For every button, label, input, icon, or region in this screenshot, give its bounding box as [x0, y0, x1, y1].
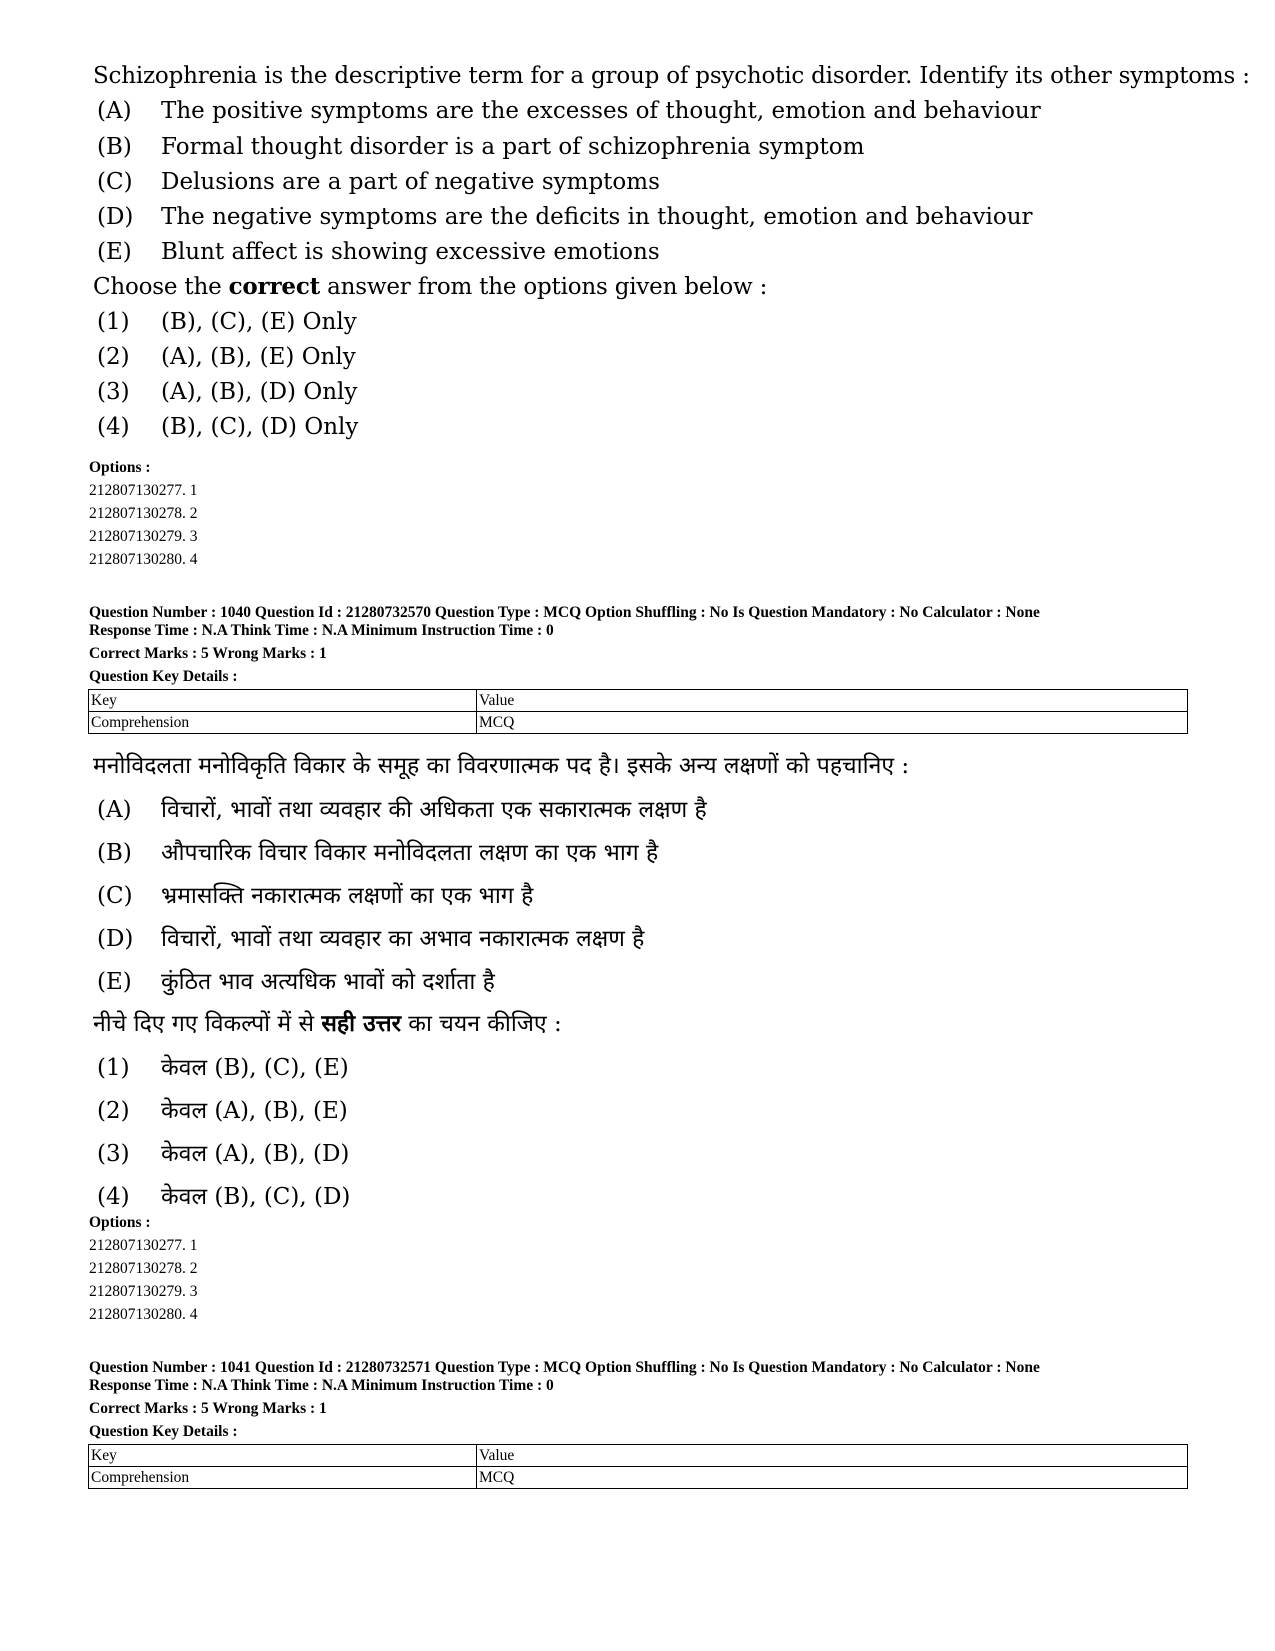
answer-text: केवल (A), (B), (E)	[161, 1098, 348, 1124]
statement-e	[97, 239, 660, 265]
statement-text: The negative symptoms are the deficits in thought, emotion and behaviour	[161, 204, 1033, 230]
options-heading: Options :	[89, 459, 151, 476]
option-id: 212807130279. 3	[89, 1283, 198, 1300]
option-id: 212807130277. 1	[89, 1237, 198, 1254]
answer-label: (4)	[97, 1184, 130, 1210]
statement-text: विचारों, भावों तथा व्यवहार की अधिकता एक सकारात्मक लक्षण है	[161, 797, 707, 823]
statement-text: औपचारिक विचार विकार मनोविदलता लक्षण का एक भाग है	[161, 840, 659, 866]
table-cell-value: MCQ	[477, 712, 1188, 734]
option-id: 212807130278. 2	[89, 1260, 198, 1277]
answer-text: (B), (C), (D) Only	[161, 414, 359, 440]
answer-label: (3)	[97, 1141, 130, 1167]
answer-text: (A), (B), (D) Only	[161, 379, 358, 405]
statement-e-hindi	[97, 964, 495, 996]
answer-text: (A), (B), (E) Only	[161, 344, 356, 370]
statement-a-hindi	[97, 792, 707, 824]
question-meta-line2: Response Time : N.A Think Time : N.A Minimum Instruction Time : 0	[89, 622, 554, 639]
statement-label: (C)	[97, 883, 133, 909]
question-text-english: Schizophrenia is the descriptive term for a group of psychotic disorder. Identify its other symptoms :	[93, 63, 1250, 89]
statement-text: Formal thought disorder is a part of schizophrenia symptom	[161, 134, 865, 160]
statement-label: (C)	[97, 169, 133, 195]
statement-b-hindi	[97, 835, 658, 867]
answer-option-1-hindi	[97, 1050, 349, 1082]
answer-label: (2)	[97, 1098, 130, 1124]
question-key-details: Question Key Details :	[89, 1423, 238, 1440]
option-id: 212807130277. 1	[89, 482, 198, 499]
choose-pre: नीचे दिए गए विकल्पों में से	[93, 1011, 322, 1037]
question-meta-line1: Question Number : 1040 Question Id : 21280732570 Question Type : MCQ Option Shuffling : No Is Question Mandatory : No Calculator : None	[89, 604, 1040, 621]
table-cell-key: Comprehension	[89, 712, 477, 734]
statement-c	[97, 169, 660, 195]
statement-d-hindi	[97, 921, 644, 953]
statement-label: (A)	[97, 98, 132, 124]
choose-instruction-hindi	[93, 1006, 562, 1038]
options-heading: Options :	[89, 1214, 151, 1231]
statement-label: (B)	[97, 134, 132, 160]
statement-label: (D)	[97, 926, 134, 952]
table-row	[89, 1467, 1188, 1489]
statement-text: भ्रमासक्ति नकारात्मक लक्षणों का एक भाग है	[161, 883, 534, 909]
answer-text: केवल (A), (B), (D)	[161, 1141, 350, 1167]
statement-text: The positive symptoms are the excesses of thought, emotion and behaviour	[161, 98, 1041, 124]
statement-label: (B)	[97, 840, 132, 866]
question-marks: Correct Marks : 5 Wrong Marks : 1	[89, 645, 327, 662]
key-value-table	[88, 689, 1188, 734]
statement-text: कुंठित भाव अत्यधिक भावों को दर्शाता है	[161, 969, 495, 995]
statement-c-hindi	[97, 878, 533, 910]
answer-text: केवल (B), (C), (D)	[161, 1184, 351, 1210]
statement-a	[97, 98, 1041, 124]
answer-text: (B), (C), (E) Only	[161, 309, 357, 335]
answer-option-2-hindi	[97, 1093, 348, 1125]
option-id: 212807130279. 3	[89, 528, 198, 545]
answer-option-4-hindi	[97, 1179, 350, 1211]
answer-label: (4)	[97, 414, 130, 440]
answer-option-3	[97, 379, 357, 405]
option-id: 212807130278. 2	[89, 505, 198, 522]
statement-text: विचारों, भावों तथा व्यवहार का अभाव नकारात्मक लक्षण है	[161, 926, 645, 952]
question-text-hindi: मनोविदलता मनोविकृति विकार के समूह का विवरणात्मक पद है। इसके अन्य लक्षणों को पहचानिए :	[93, 753, 910, 779]
table-row	[89, 712, 1188, 734]
table-header-value: Value	[477, 1445, 1188, 1467]
statement-text: Delusions are a part of negative symptoms	[161, 169, 660, 195]
answer-option-4	[97, 414, 358, 440]
table-cell-key: Comprehension	[89, 1467, 477, 1489]
statement-label: (E)	[97, 969, 132, 995]
answer-option-3-hindi	[97, 1136, 349, 1168]
table-header-row	[89, 690, 1188, 712]
table-header-value: Value	[477, 690, 1188, 712]
question-meta-line2: Response Time : N.A Think Time : N.A Minimum Instruction Time : 0	[89, 1377, 554, 1394]
statement-label: (E)	[97, 239, 132, 265]
answer-label: (1)	[97, 309, 130, 335]
choose-post: answer from the options given below :	[320, 274, 768, 300]
question-key-details: Question Key Details :	[89, 668, 238, 685]
key-value-table	[88, 1444, 1188, 1489]
statement-d	[97, 204, 1033, 230]
answer-text: केवल (B), (C), (E)	[161, 1055, 349, 1081]
question-marks: Correct Marks : 5 Wrong Marks : 1	[89, 1400, 327, 1417]
option-id: 212807130280. 4	[89, 551, 198, 568]
table-header-key: Key	[89, 690, 477, 712]
choose-pre: Choose the	[93, 274, 229, 300]
table-cell-value: MCQ	[477, 1467, 1188, 1489]
statement-text: Blunt affect is showing excessive emotions	[161, 239, 660, 265]
answer-label: (3)	[97, 379, 130, 405]
answer-option-1	[97, 309, 357, 335]
choose-post: का चयन कीजिए :	[401, 1011, 562, 1037]
statement-label: (A)	[97, 797, 132, 823]
answer-label: (2)	[97, 344, 130, 370]
table-header-key: Key	[89, 1445, 477, 1467]
choose-instruction	[93, 273, 767, 300]
answer-label: (1)	[97, 1055, 130, 1081]
choose-bold: correct	[228, 273, 321, 300]
choose-bold: सही उत्तर	[321, 1010, 401, 1037]
statement-label: (D)	[97, 204, 134, 230]
answer-option-2	[97, 344, 356, 370]
statement-b	[97, 134, 864, 160]
table-header-row	[89, 1445, 1188, 1467]
question-meta-line1: Question Number : 1041 Question Id : 21280732571 Question Type : MCQ Option Shuffling : No Is Question Mandatory : No Calculator : None	[89, 1359, 1040, 1376]
option-id: 212807130280. 4	[89, 1306, 198, 1323]
